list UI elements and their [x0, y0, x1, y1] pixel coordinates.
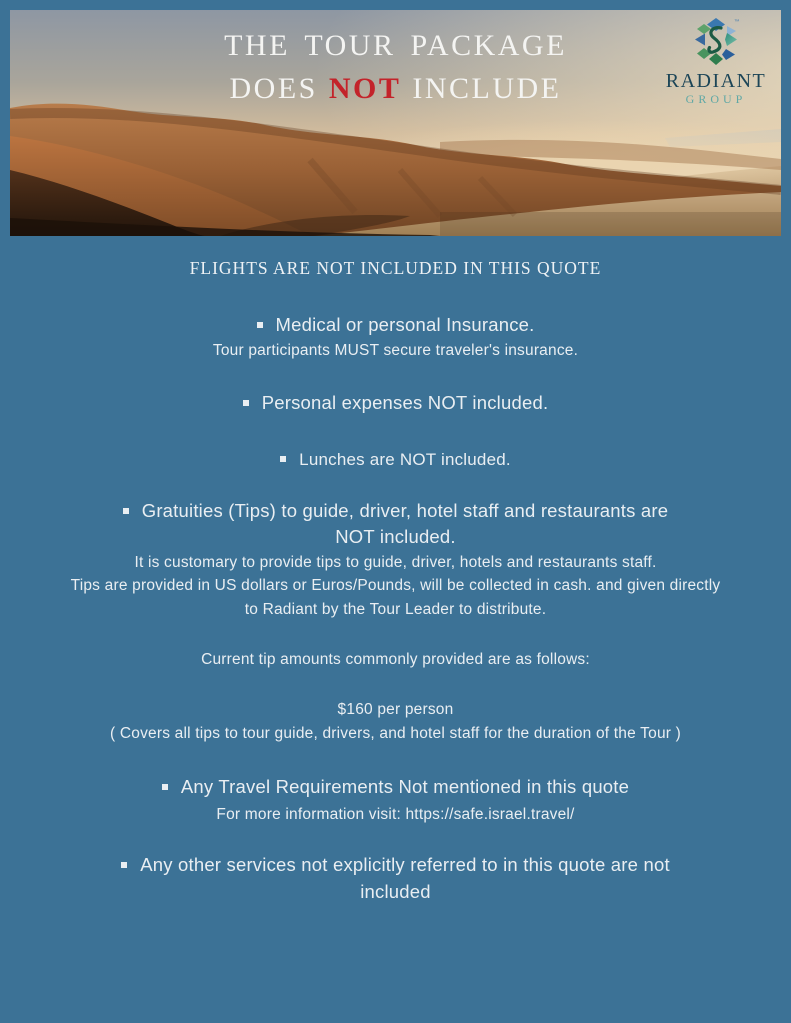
square-bullet-icon [280, 456, 286, 462]
bullet-item-travel-requirements [0, 775, 791, 799]
square-bullet-icon [123, 508, 129, 514]
bullet-item-gratuities-text: Gratuities (Tips) to guide, driver, hotel staff and restaurants are NOT included. [141, 499, 669, 547]
note-medical-insurance: Tour participants MUST secure traveler's insurance. [212, 342, 579, 359]
logo-subtitle: GROUP [685, 92, 747, 106]
trademark-symbol: ™ [734, 19, 740, 25]
paragraph-tip-coverage: ( Covers all tips to tour guide, drivers, and hotel staff for the duration of the Tour ) [109, 724, 681, 742]
bullet-item-lunches-text: Lunches are NOT included. [299, 449, 511, 469]
paragraph-tips-intro: Current tip amounts commonly provided are as follows: [201, 651, 590, 668]
note-gratuities-1: It is customary to provide tips to guide, driver, hotels and restaurants staff. [134, 553, 657, 571]
note-gratuities-2: Tips are provided in US dollars or Euros/Pounds, will be collected in cash. and given directly to Radiant by the Tour Leader to distribute. [70, 577, 721, 618]
bullet-item-medical-insurance [0, 313, 791, 337]
hero-title-line2-post: INCLUDE [412, 72, 562, 105]
section-heading: FLIGHTS ARE NOT INCLUDED IN THIS QUOTE [189, 258, 602, 278]
bullet-item-lunches [0, 448, 791, 471]
radiant-cube-icon [692, 15, 740, 69]
paragraph-tip-amount: $160 per person [337, 700, 454, 718]
hero-section [10, 10, 781, 236]
square-bullet-icon [243, 400, 249, 406]
note-travel-info-url: For more information visit: https://safe.israel.travel/ [216, 805, 575, 823]
bullet-item-other-services [86, 851, 706, 905]
hero-title-line2-pre: DOES [229, 72, 318, 105]
bullet-item-gratuities [116, 498, 676, 550]
square-bullet-icon [121, 862, 127, 868]
bullet-item-personal-expenses [0, 391, 791, 415]
square-bullet-icon [257, 322, 263, 328]
square-bullet-icon [162, 784, 168, 790]
bullet-item-travel-requirements-text: Any Travel Requirements Not mentioned in this quote [180, 775, 630, 797]
not-included-list [0, 236, 791, 905]
hero-title-line1: THE TOUR PACKAGE [224, 29, 567, 62]
bullet-item-other-services-text: Any other services not explicitly referred to in this quote are not included [140, 854, 670, 902]
hero-title-not-word: NOT [328, 72, 402, 105]
bullet-item-personal-expenses-text: Personal expenses NOT included. [261, 391, 549, 413]
bullet-item-medical-insurance-text: Medical or personal Insurance. [275, 314, 535, 335]
radiant-group-logo [657, 15, 775, 107]
logo-name: RADIANT [665, 70, 767, 92]
